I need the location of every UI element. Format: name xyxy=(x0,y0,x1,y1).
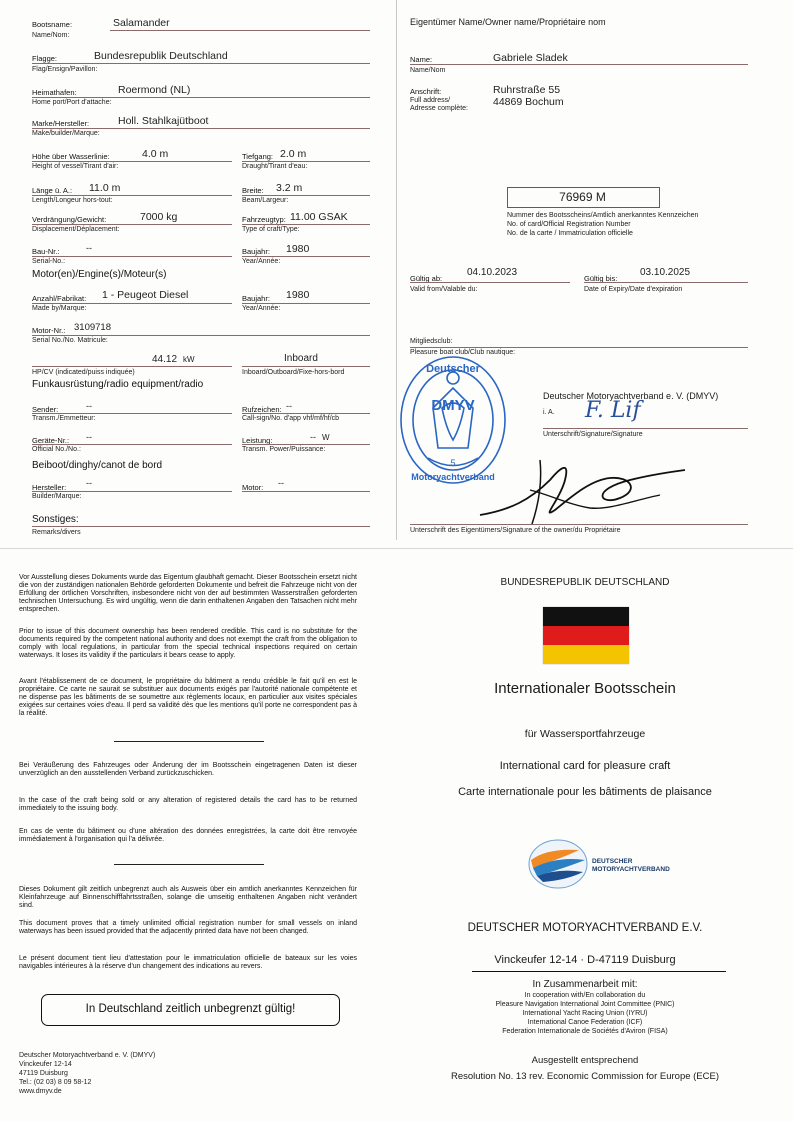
valid-until-label-2: Date of Expiry/Date d'expiration xyxy=(584,286,683,293)
home-port-label-2: Home port/Port d'attache: xyxy=(32,99,112,106)
valid-until-value: 03.10.2025 xyxy=(640,267,691,278)
owner-signature-icon xyxy=(470,450,690,530)
boat-name-value: Salamander xyxy=(113,17,170,29)
flag-stripe-black xyxy=(543,607,629,626)
card-subtitle: für Wassersportfahrzeuge xyxy=(524,728,646,740)
dinghy-builder-label: Hersteller: xyxy=(32,483,67,492)
reg-caption-3: No. de la carte / Immatriculation officielle xyxy=(507,230,633,237)
rule xyxy=(32,128,370,129)
card-title: Internationaler Bootsschein xyxy=(494,680,676,697)
rule xyxy=(32,256,232,257)
device-label: Geräte-Nr.: xyxy=(32,436,70,445)
sender-label: Sender: xyxy=(32,405,59,414)
rule xyxy=(242,161,370,162)
address-rule xyxy=(472,971,726,972)
stamp-bottom-text: Motoryachtverband xyxy=(411,472,495,482)
rule xyxy=(410,282,570,283)
fold-line xyxy=(0,548,793,549)
tx-power-label-2: Transm. Power/Puissance: xyxy=(242,446,326,453)
home-port-value: Roermond (NL) xyxy=(118,84,191,96)
craft-type-label-2: Type of craft/Type: xyxy=(242,226,300,233)
draught-label-2: Draught/Tirant d'eau: xyxy=(242,163,308,170)
home-port-label: Heimathafen: xyxy=(32,88,77,97)
reg-caption-2: No. of card/Official Registration Number xyxy=(507,221,631,228)
issued-heading: Ausgestellt entsprechend xyxy=(531,1055,639,1066)
rule xyxy=(32,444,232,445)
draught-value: 2.0 m xyxy=(280,148,307,160)
para-en-1: Prior to issue of this document ownership has been rendered credible. This card is no substitute for the documents required by the competent national authority and does not exempt the craft from the obligation to comply with local regulations, in particular from the special technical inspections required on certain waterways. It loses its validity if the particulars it bears cease to apply. xyxy=(19,628,357,660)
radio-heading: Funkausrüstung/radio equipment/radio xyxy=(32,379,204,390)
coop-line-5: Federation Internationale de Sociétés d'Aviron (FISA) xyxy=(502,1028,668,1035)
address-line-2: 44869 Bochum xyxy=(493,96,564,108)
card-title-fr: Carte internationale pour les bâtiments de plaisance xyxy=(458,786,712,798)
sender-value: -- xyxy=(86,401,92,411)
rule xyxy=(410,524,748,525)
motor-no-label: Motor-Nr.: xyxy=(32,326,66,335)
height-label: Höhe über Wasserlinie: xyxy=(32,152,110,161)
tx-power-unit: W xyxy=(322,433,330,442)
flag-stripe-gold xyxy=(543,645,629,664)
reg-caption-1: Nummer des Bootsscheins/Amtlich anerkanntes Kennzeichen xyxy=(507,212,699,219)
address-label-3: Adresse complète: xyxy=(410,105,468,112)
coop-heading: In Zusammenarbeit mit: xyxy=(532,979,638,990)
rule xyxy=(110,30,370,31)
footer-web: www.dmyv.de xyxy=(19,1088,62,1095)
rule xyxy=(242,491,370,492)
year-value: 1980 xyxy=(286,243,310,255)
country-heading: BUNDESREPUBLIK DEUTSCHLAND xyxy=(500,577,670,588)
boat-name-label-2: Name/Nom: xyxy=(32,32,70,39)
footer-city: 47119 Duisburg xyxy=(19,1070,68,1077)
owner-name-value: Gabriele Sladek xyxy=(493,52,568,64)
height-label-2: Height of vessel/Tirant d'air: xyxy=(32,163,119,170)
engine-year-value: 1980 xyxy=(286,289,310,301)
dinghy-builder-label-2: Builder/Marque: xyxy=(32,493,82,500)
length-label: Länge ü. A.: xyxy=(32,186,73,195)
craft-type-value: 11.00 GSAK xyxy=(290,211,348,223)
callsign-value: -- xyxy=(286,401,292,411)
motor-no-value: 3109718 xyxy=(74,322,111,333)
rule xyxy=(242,303,370,304)
rule xyxy=(32,303,232,304)
builder-label-2: Make/builder/Marque: xyxy=(32,130,100,137)
serial-label: Bau-Nr.: xyxy=(32,247,60,256)
remarks-heading: Sonstiges: xyxy=(32,514,79,525)
registration-number: 76969 M xyxy=(559,190,606,204)
rule xyxy=(32,366,232,367)
engine-make-label-2: Made by/Marque: xyxy=(32,305,87,312)
para-fr-1: Avant l'établissement de ce document, le propriétaire du bâtiment a rendu crédible le fait qu'il en est le propriétaire. Ce carte ne saurait se substituer aux documents exigés par l'autorité nationale compétente et ne dispense pas les bâtiments de se soumettre aux règlements locaux, en particulier aux visites spéciales exigées sur certaines voies d'eau. Il perd sa validité dès que les mentions qu'il porte ne correspondent pas à la réalité. xyxy=(19,678,357,718)
rule xyxy=(242,224,370,225)
coop-line-4: International Canoe Federation (ICF) xyxy=(527,1019,643,1026)
valid-from-label: Gültig ab: xyxy=(410,274,443,283)
coop-line-1: In cooperation with/En collaboration du xyxy=(524,992,646,999)
validity-text: In Deutschland zeitlich unbegrenzt gültig! xyxy=(85,1003,296,1015)
power-label: HP/CV (indicated/puiss indiquée) xyxy=(32,369,135,376)
sender-label-2: Transm./Emmetteur: xyxy=(32,415,96,422)
callsign-label: Rufzeichen: xyxy=(242,405,282,414)
dinghy-builder-value: -- xyxy=(86,478,92,488)
rule xyxy=(32,63,370,64)
rule xyxy=(242,366,370,367)
beam-label-2: Beam/Largeur: xyxy=(242,197,289,204)
rule xyxy=(32,97,370,98)
motor-no-label-2: Serial No./No. Matricule: xyxy=(32,337,108,344)
rule xyxy=(410,64,748,65)
valid-from-label-2: Valid from/Valable du: xyxy=(410,286,478,293)
power-unit: kW xyxy=(183,355,195,364)
para-en-2: In the case of the craft being sold or any alteration of registered details the card has to be returned immediately to the issuing body. xyxy=(19,797,357,813)
engine-heading: Motor(en)/Engine(s)/Moteur(s) xyxy=(32,269,167,280)
tx-power-value: -- xyxy=(310,432,316,442)
device-value: -- xyxy=(86,432,92,442)
dinghy-heading: Beiboot/dinghy/canot de bord xyxy=(32,460,163,471)
builder-value: Holl. Stahlkajütboot xyxy=(118,115,209,127)
builder-label: Marke/Hersteller: xyxy=(32,119,90,128)
owner-name-label: Name: xyxy=(410,55,433,64)
logo-text-1: DEUTSCHER xyxy=(592,858,633,865)
official-signature: F. Lif xyxy=(585,398,641,423)
valid-until-label: Gültig bis: xyxy=(584,274,618,283)
para-de-1: Vor Ausstellung dieses Dokuments wurde das Eigentum glaubhaft gemacht. Dieser Bootsschein ersetzt nicht die von der zuständigen nationalen Behörde geforderten Dokumente und befreit die Fahrzeuge nicht von der Erfüllung der örtlichen Vorschriften, insbesondere nicht von der auf bestimmten Wasserstraßen geforderten technischen Untersuchung. Es wird ungültig, wenn die darin enthaltenen Angaben den Tatsachen nicht mehr entsprechen. xyxy=(19,574,357,614)
flag-stripe-red xyxy=(543,626,629,645)
rule xyxy=(32,335,370,336)
owner-name-label-2: Name/Nom xyxy=(410,67,446,74)
draught-label: Tiefgang: xyxy=(242,152,273,161)
beam-value: 3.2 m xyxy=(276,182,303,194)
rule xyxy=(242,256,370,257)
rule xyxy=(242,413,370,414)
rule xyxy=(32,491,232,492)
signature-caption: Unterschrift/Signature/Signature xyxy=(543,431,643,438)
association-name: Deutscher Motoryachtverband e. V. (DMYV) xyxy=(543,391,719,401)
height-value: 4.0 m xyxy=(142,148,169,160)
tx-power-label: Leistung: xyxy=(242,436,273,445)
address-line-1: Ruhrstraße 55 xyxy=(493,84,561,96)
stamp-mid-text: DMYV xyxy=(431,397,475,414)
flag-value: Bundesrepublik Deutschland xyxy=(94,50,228,62)
boat-name-label: Bootsname: xyxy=(32,20,73,29)
card-title-en: International card for pleasure craft xyxy=(499,760,671,772)
dinghy-motor-label: Motor: xyxy=(242,483,264,492)
serial-value: -- xyxy=(86,243,92,253)
para-fr-2: En cas de vente du bâtiment ou d'une altération des données enregistrées, la carte doit être renvoyée immédiatement à l'organisation qui l'a délivrée. xyxy=(19,828,357,844)
mount-label: Inboard/Outboard/Fixe-hors-bord xyxy=(242,369,345,376)
displacement-value: 7000 kg xyxy=(140,211,178,223)
address-label: Anschrift: xyxy=(410,87,442,96)
german-flag-icon xyxy=(543,607,629,664)
rule xyxy=(32,526,370,527)
club-label-2: Pleasure boat club/Club nautique: xyxy=(410,349,516,356)
coop-line-3: International Yacht Racing Union (IYRU) xyxy=(522,1010,648,1017)
rule xyxy=(242,444,370,445)
year-label: Baujahr: xyxy=(242,247,270,256)
para-de-3: Dieses Dokument gilt zeitlich unbegrenzt auch als Ausweis über ein amtlich anerkanntes Kennzeichen für Kleinfahrzeuge auf Binnenschifffahrtsstraßen, solange die umseitig enthaltenen Angaben nicht verändert sind. xyxy=(19,886,357,910)
dinghy-motor-value: -- xyxy=(278,478,284,488)
displacement-label-2: Displacement/Déplacement: xyxy=(32,226,120,233)
length-value: 11.0 m xyxy=(89,182,121,194)
flag-label-2: Flag/Ensign/Pavillon: xyxy=(32,66,98,73)
year-label-2: Year/Année: xyxy=(242,258,281,265)
owner-heading: Eigentümer Name/Owner name/Propriétaire nom xyxy=(410,17,606,27)
dmyv-logo-icon xyxy=(527,838,589,890)
footer-street: Vinckeufer 12-14 xyxy=(19,1061,72,1068)
stamp-top-text: Deutscher xyxy=(426,363,480,375)
owner-signature-caption: Unterschrift des Eigentümers/Signature of the owner/du Propriétaire xyxy=(410,527,621,534)
engine-make-label: Anzahl/Fabrikat: xyxy=(32,294,87,303)
device-label-2: Official No./No.: xyxy=(32,446,81,453)
resolution-text: Resolution No. 13 rev. Economic Commission for Europe (ECE) xyxy=(450,1071,720,1082)
mount-value: Inboard xyxy=(284,353,318,364)
displacement-label: Verdrängung/Gewicht: xyxy=(32,215,107,224)
callsign-label-2: Call-sign/No. d'app vhf/mf/hf/cb xyxy=(242,415,340,422)
rule xyxy=(32,195,232,196)
para-en-3: This document proves that a timely unlimited official registration number for small vessels on inland waterways has been issued provided that the adjacently printed data have not been changed. xyxy=(19,920,357,936)
para-de-2: Bei Veräußerung des Fahrzeuges oder Änderung der im Bootsschein eingetragenen Daten ist dieser unverzüglich an den ausstellenden Verband zurückzuschicken. xyxy=(19,762,357,778)
footer-phone: Tel.: (02 03) 8 09 58-12 xyxy=(19,1079,92,1086)
engine-year-label-2: Year/Année: xyxy=(242,305,281,312)
separator-1 xyxy=(114,741,264,742)
club-label: Mitgliedsclub: xyxy=(410,338,453,345)
ia-label: i. A. xyxy=(543,409,555,416)
beam-label: Breite: xyxy=(242,186,264,195)
length-label-2: Length/Longeur hors-tout: xyxy=(32,197,113,204)
rule xyxy=(32,161,232,162)
para-fr-3: Le présent document tient lieu d'attestation pour le immatriculation officielle de bateaux sur les voies navigables intérieures à la réserve d'un changement des indications au revers. xyxy=(19,955,357,971)
coop-line-2: Pleasure Navigation International Joint Committee (PNIC) xyxy=(495,1001,675,1008)
rule xyxy=(242,195,370,196)
engine-year-label: Baujahr: xyxy=(242,294,270,303)
org-name: DEUTSCHER MOTORYACHTVERBAND E.V. xyxy=(467,922,703,934)
stamp-number: 5 xyxy=(450,458,456,468)
power-value: 44.12 xyxy=(152,354,178,365)
engine-make-value: 1 - Peugeot Diesel xyxy=(102,289,189,301)
org-address: Vinckeufer 12-14 · D-47119 Duisburg xyxy=(494,954,676,966)
rule xyxy=(32,224,232,225)
logo-text-2: MOTORYACHTVERBAND xyxy=(592,866,670,873)
rule xyxy=(32,413,232,414)
flag-label: Flagge: xyxy=(32,54,58,63)
craft-type-label: Fahrzeugtyp: xyxy=(242,215,286,224)
valid-from-value: 04.10.2023 xyxy=(467,267,518,278)
footer-org: Deutscher Motoryachtverband e. V. (DMYV) xyxy=(19,1052,156,1059)
rule xyxy=(584,282,748,283)
separator-2 xyxy=(114,864,264,865)
rule xyxy=(543,428,748,429)
serial-label-2: Serial-No.: xyxy=(32,258,66,265)
panel-divider xyxy=(396,0,397,540)
address-label-2: Full address/ xyxy=(410,97,451,104)
remarks-label-2: Remarks/divers xyxy=(32,529,81,536)
